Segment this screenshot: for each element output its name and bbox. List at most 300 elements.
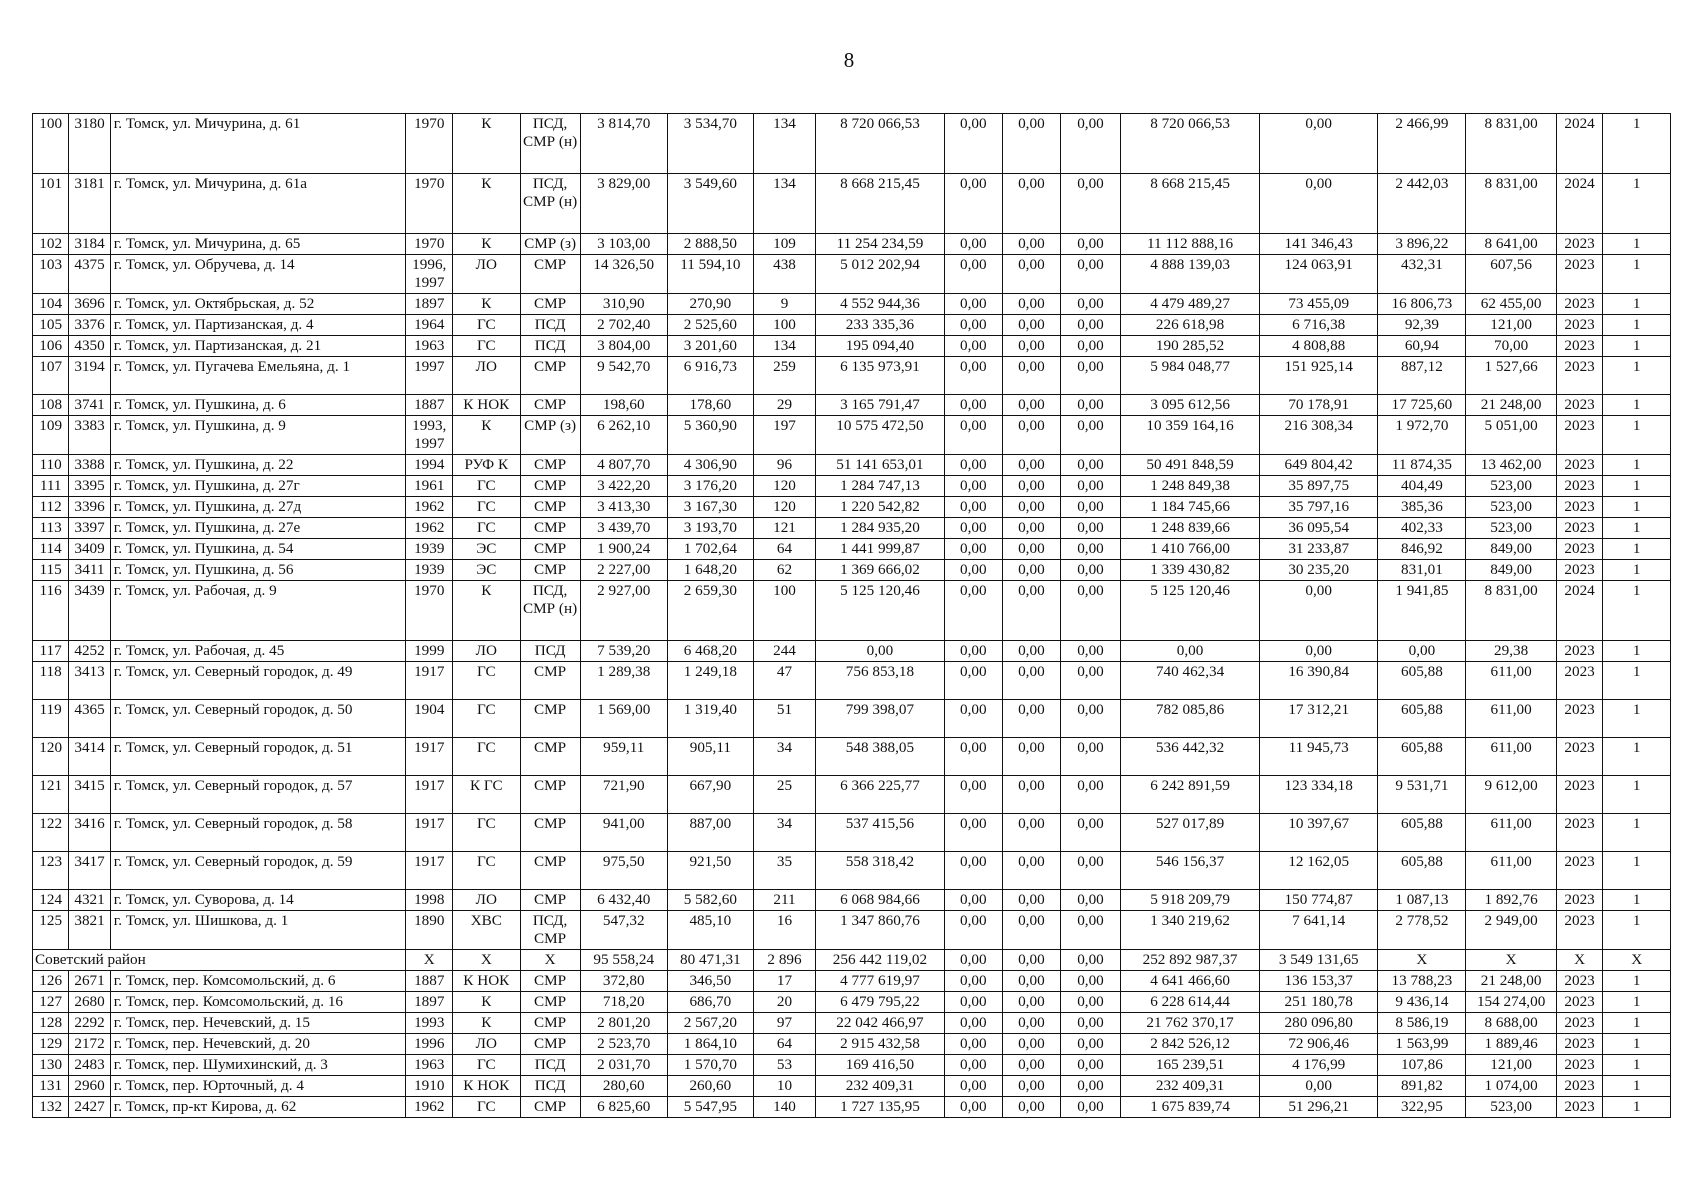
- cell-fund-owners: 5 125 120,46: [1121, 581, 1260, 641]
- cell-house-id: 3376: [69, 315, 110, 336]
- cell-residents: 211: [753, 890, 815, 911]
- cell-house-id: 2483: [69, 1055, 110, 1076]
- cell-fund-municipal: 0,00: [1060, 497, 1120, 518]
- cell-stage: 1: [1603, 911, 1671, 950]
- cell-fund-municipal: 0,00: [1060, 852, 1120, 890]
- cell-completion-year: 2023: [1556, 738, 1603, 776]
- cell-fund-other: 6 716,38: [1260, 315, 1378, 336]
- cell-completion-year: 2023: [1556, 1034, 1603, 1055]
- cell-fund-regional: 0,00: [1002, 234, 1060, 255]
- cell-total-cost: 1 727 135,95: [816, 1097, 945, 1118]
- cell-fund-other: 3 549 131,65: [1260, 950, 1378, 971]
- cell-total-area: 14 326,50: [580, 255, 667, 294]
- cell-fund-owners: 252 892 987,37: [1121, 950, 1260, 971]
- cell-fund-municipal: 0,00: [1060, 455, 1120, 476]
- cell-row-number: 111: [33, 476, 69, 497]
- cell-fund-municipal: 0,00: [1060, 255, 1120, 294]
- cell-row-number: 130: [33, 1055, 69, 1076]
- cell-unit-cost: 891,82: [1378, 1076, 1466, 1097]
- cell-row-number: 131: [33, 1076, 69, 1097]
- cell-fund-owners: 232 409,31: [1121, 1076, 1260, 1097]
- cell-build-year: 1890: [406, 911, 453, 950]
- cell-row-number: 116: [33, 581, 69, 641]
- cell-living-area: 80 471,31: [667, 950, 753, 971]
- cell-fund-federal: 0,00: [944, 738, 1002, 776]
- cell-work-type: СМР: [520, 1013, 580, 1034]
- cell-house-id: 3416: [69, 814, 110, 852]
- cell-build-year: 1993: [406, 1013, 453, 1034]
- cell-max-unit-cost: 611,00: [1466, 662, 1556, 700]
- cell-completion-year: 2023: [1556, 357, 1603, 395]
- cell-build-year: 1917: [406, 776, 453, 814]
- cell-fund-regional: 0,00: [1002, 776, 1060, 814]
- cell-address: г. Томск, ул. Пушкина, д. 27г: [110, 476, 406, 497]
- cell-category: К: [453, 416, 520, 455]
- cell-category: ЭС: [453, 539, 520, 560]
- cell-work-type: СМР: [520, 294, 580, 315]
- cell-fund-municipal: 0,00: [1060, 476, 1120, 497]
- cell-build-year: 1962: [406, 497, 453, 518]
- cell-house-id: 3383: [69, 416, 110, 455]
- cell-living-area: 667,90: [667, 776, 753, 814]
- cell-work-type: СМР: [520, 971, 580, 992]
- cell-living-area: 1 864,10: [667, 1034, 753, 1055]
- cell-row-number: 119: [33, 700, 69, 738]
- table-row: [33, 357, 1671, 395]
- cell-completion-year: 2023: [1556, 662, 1603, 700]
- cell-fund-regional: 0,00: [1002, 476, 1060, 497]
- cell-fund-other: 0,00: [1260, 641, 1378, 662]
- cell-fund-municipal: 0,00: [1060, 776, 1120, 814]
- cell-build-year: 1939: [406, 560, 453, 581]
- cell-row-number: 108: [33, 395, 69, 416]
- cell-fund-federal: 0,00: [944, 114, 1002, 174]
- cell-category: ГС: [453, 700, 520, 738]
- cell-fund-other: 10 397,67: [1260, 814, 1378, 852]
- cell-residents: 134: [753, 336, 815, 357]
- cell-max-unit-cost: 1 527,66: [1466, 357, 1556, 395]
- table-row: [33, 971, 1671, 992]
- cell-fund-owners: 165 239,51: [1121, 1055, 1260, 1076]
- cell-completion-year: 2023: [1556, 395, 1603, 416]
- cell-unit-cost: 9 531,71: [1378, 776, 1466, 814]
- cell-build-year: 1999: [406, 641, 453, 662]
- cell-stage: 1: [1603, 641, 1671, 662]
- cell-fund-municipal: 0,00: [1060, 971, 1120, 992]
- cell-stage: Х: [1603, 950, 1671, 971]
- cell-living-area: 3 549,60: [667, 174, 753, 234]
- cell-fund-owners: 1 340 219,62: [1121, 911, 1260, 950]
- cell-build-year: 1917: [406, 738, 453, 776]
- cell-total-area: 718,20: [580, 992, 667, 1013]
- cell-total-cost: 22 042 466,97: [816, 1013, 945, 1034]
- cell-fund-regional: 0,00: [1002, 336, 1060, 357]
- cell-category: ЛО: [453, 641, 520, 662]
- cell-house-id: 3741: [69, 395, 110, 416]
- cell-total-area: 372,80: [580, 971, 667, 992]
- cell-unit-cost: 846,92: [1378, 539, 1466, 560]
- cell-work-type: СМР: [520, 357, 580, 395]
- cell-house-id: 3181: [69, 174, 110, 234]
- cell-unit-cost: 3 896,22: [1378, 234, 1466, 255]
- cell-completion-year: 2023: [1556, 1097, 1603, 1118]
- cell-total-cost: 6 135 973,91: [816, 357, 945, 395]
- cell-fund-regional: 0,00: [1002, 315, 1060, 336]
- cell-residents: 35: [753, 852, 815, 890]
- cell-address: г. Томск, ул. Мичурина, д. 61а: [110, 174, 406, 234]
- cell-work-type: СМР: [520, 738, 580, 776]
- cell-unit-cost: 2 466,99: [1378, 114, 1466, 174]
- cell-total-cost: 5 125 120,46: [816, 581, 945, 641]
- cell-address: г. Томск, ул. Партизанская, д. 21: [110, 336, 406, 357]
- cell-unit-cost: 605,88: [1378, 662, 1466, 700]
- cell-residents: 53: [753, 1055, 815, 1076]
- cell-address: г. Томск, пер. Комсомольский, д. 16: [110, 992, 406, 1013]
- table-row: [33, 992, 1671, 1013]
- cell-living-area: 1 319,40: [667, 700, 753, 738]
- cell-row-number: 105: [33, 315, 69, 336]
- cell-total-cost: 1 220 542,82: [816, 497, 945, 518]
- cell-work-type: ПСД: [520, 315, 580, 336]
- cell-total-area: 1 900,24: [580, 539, 667, 560]
- cell-residents: 20: [753, 992, 815, 1013]
- cell-address: г. Томск, ул. Октябрьская, д. 52: [110, 294, 406, 315]
- cell-max-unit-cost: 849,00: [1466, 560, 1556, 581]
- cell-category: ГС: [453, 1097, 520, 1118]
- cell-build-year: 1970: [406, 174, 453, 234]
- cell-total-area: 959,11: [580, 738, 667, 776]
- cell-unit-cost: 13 788,23: [1378, 971, 1466, 992]
- cell-total-area: 3 829,00: [580, 174, 667, 234]
- cell-max-unit-cost: 29,38: [1466, 641, 1556, 662]
- cell-build-year: 1897: [406, 992, 453, 1013]
- cell-fund-other: 70 178,91: [1260, 395, 1378, 416]
- cell-row-number: 115: [33, 560, 69, 581]
- cell-house-id: 3395: [69, 476, 110, 497]
- cell-max-unit-cost: 611,00: [1466, 814, 1556, 852]
- cell-fund-municipal: 0,00: [1060, 700, 1120, 738]
- cell-completion-year: 2023: [1556, 1055, 1603, 1076]
- cell-category: К: [453, 581, 520, 641]
- cell-fund-municipal: 0,00: [1060, 1055, 1120, 1076]
- cell-fund-federal: 0,00: [944, 1034, 1002, 1055]
- cell-unit-cost: 887,12: [1378, 357, 1466, 395]
- cell-fund-municipal: 0,00: [1060, 992, 1120, 1013]
- cell-house-id: 2292: [69, 1013, 110, 1034]
- cell-address: г. Томск, пер. Шумихинский, д. 3: [110, 1055, 406, 1076]
- cell-fund-municipal: 0,00: [1060, 581, 1120, 641]
- cell-living-area: 270,90: [667, 294, 753, 315]
- cell-fund-regional: 0,00: [1002, 518, 1060, 539]
- cell-stage: 1: [1603, 455, 1671, 476]
- cell-unit-cost: 605,88: [1378, 738, 1466, 776]
- cell-fund-owners: 50 491 848,59: [1121, 455, 1260, 476]
- cell-max-unit-cost: 523,00: [1466, 497, 1556, 518]
- cell-stage: 1: [1603, 395, 1671, 416]
- cell-total-area: 2 031,70: [580, 1055, 667, 1076]
- cell-max-unit-cost: 8 831,00: [1466, 174, 1556, 234]
- cell-unit-cost: 8 586,19: [1378, 1013, 1466, 1034]
- cell-total-cost: 11 254 234,59: [816, 234, 945, 255]
- cell-fund-other: 150 774,87: [1260, 890, 1378, 911]
- cell-house-id: 2680: [69, 992, 110, 1013]
- cell-total-cost: 4 552 944,36: [816, 294, 945, 315]
- cell-fund-federal: 0,00: [944, 336, 1002, 357]
- cell-build-year: 1996: [406, 1034, 453, 1055]
- cell-total-area: 95 558,24: [580, 950, 667, 971]
- cell-build-year: 1996, 1997: [406, 255, 453, 294]
- cell-fund-other: 251 180,78: [1260, 992, 1378, 1013]
- cell-fund-municipal: 0,00: [1060, 814, 1120, 852]
- cell-fund-federal: 0,00: [944, 315, 1002, 336]
- cell-fund-municipal: 0,00: [1060, 890, 1120, 911]
- cell-living-area: 3 176,20: [667, 476, 753, 497]
- cell-house-id: 3194: [69, 357, 110, 395]
- cell-total-area: 975,50: [580, 852, 667, 890]
- cell-fund-owners: 4 479 489,27: [1121, 294, 1260, 315]
- cell-completion-year: 2023: [1556, 852, 1603, 890]
- table-row: [33, 174, 1671, 234]
- cell-total-area: 6 432,40: [580, 890, 667, 911]
- cell-build-year: 1993, 1997: [406, 416, 453, 455]
- cell-house-id: 4375: [69, 255, 110, 294]
- cell-completion-year: 2023: [1556, 971, 1603, 992]
- cell-house-id: 3414: [69, 738, 110, 776]
- cell-house-id: 3396: [69, 497, 110, 518]
- cell-fund-owners: 527 017,89: [1121, 814, 1260, 852]
- cell-category: ГС: [453, 518, 520, 539]
- cell-completion-year: 2023: [1556, 992, 1603, 1013]
- table-row: [33, 497, 1671, 518]
- cell-fund-regional: 0,00: [1002, 416, 1060, 455]
- cell-max-unit-cost: 8 831,00: [1466, 114, 1556, 174]
- cell-house-id: 3417: [69, 852, 110, 890]
- cell-fund-other: 124 063,91: [1260, 255, 1378, 294]
- cell-work-type: СМР: [520, 560, 580, 581]
- cell-total-cost: 51 141 653,01: [816, 455, 945, 476]
- cell-total-cost: 548 388,05: [816, 738, 945, 776]
- cell-row-number: 110: [33, 455, 69, 476]
- table-row: [33, 1076, 1671, 1097]
- cell-house-id: 2427: [69, 1097, 110, 1118]
- cell-fund-other: 0,00: [1260, 174, 1378, 234]
- cell-total-area: 3 804,00: [580, 336, 667, 357]
- cell-address: г. Томск, ул. Пушкина, д. 9: [110, 416, 406, 455]
- cell-residents: 62: [753, 560, 815, 581]
- cell-residents: 134: [753, 174, 815, 234]
- cell-fund-municipal: 0,00: [1060, 1034, 1120, 1055]
- cell-completion-year: 2023: [1556, 476, 1603, 497]
- cell-living-area: 5 582,60: [667, 890, 753, 911]
- cell-fund-owners: 782 085,86: [1121, 700, 1260, 738]
- cell-fund-municipal: 0,00: [1060, 395, 1120, 416]
- cell-max-unit-cost: 121,00: [1466, 315, 1556, 336]
- cell-stage: 1: [1603, 315, 1671, 336]
- cell-fund-owners: 536 442,32: [1121, 738, 1260, 776]
- cell-total-cost: 5 012 202,94: [816, 255, 945, 294]
- cell-max-unit-cost: 121,00: [1466, 1055, 1556, 1076]
- cell-stage: 1: [1603, 294, 1671, 315]
- cell-fund-federal: 0,00: [944, 814, 1002, 852]
- cell-work-type: ПСД: [520, 336, 580, 357]
- cell-completion-year: 2024: [1556, 581, 1603, 641]
- cell-address: г. Томск, ул. Рабочая, д. 9: [110, 581, 406, 641]
- cell-work-type: Х: [520, 950, 580, 971]
- cell-completion-year: 2023: [1556, 560, 1603, 581]
- cell-house-id: 4350: [69, 336, 110, 357]
- cell-fund-regional: 0,00: [1002, 814, 1060, 852]
- cell-max-unit-cost: 607,56: [1466, 255, 1556, 294]
- table-row: [33, 700, 1671, 738]
- cell-work-type: СМР: [520, 497, 580, 518]
- cell-total-area: 547,32: [580, 911, 667, 950]
- cell-work-type: СМР: [520, 1034, 580, 1055]
- cell-fund-municipal: 0,00: [1060, 174, 1120, 234]
- cell-stage: 1: [1603, 776, 1671, 814]
- table-row: [33, 662, 1671, 700]
- cell-fund-municipal: 0,00: [1060, 662, 1120, 700]
- cell-living-area: 1 702,64: [667, 539, 753, 560]
- cell-total-area: 1 569,00: [580, 700, 667, 738]
- cell-fund-owners: 8 720 066,53: [1121, 114, 1260, 174]
- cell-house-id: 3180: [69, 114, 110, 174]
- cell-build-year: 1939: [406, 539, 453, 560]
- cell-row-number: 122: [33, 814, 69, 852]
- cell-max-unit-cost: 2 949,00: [1466, 911, 1556, 950]
- cell-fund-owners: 190 285,52: [1121, 336, 1260, 357]
- cell-fund-municipal: 0,00: [1060, 1097, 1120, 1118]
- cell-total-cost: 1 369 666,02: [816, 560, 945, 581]
- cell-total-area: 3 103,00: [580, 234, 667, 255]
- cell-stage: 1: [1603, 662, 1671, 700]
- cell-address: г. Томск, ул. Пушкина, д. 6: [110, 395, 406, 416]
- cell-unit-cost: 404,49: [1378, 476, 1466, 497]
- cell-work-type: СМР (з): [520, 234, 580, 255]
- cell-completion-year: 2023: [1556, 1076, 1603, 1097]
- cell-completion-year: 2023: [1556, 294, 1603, 315]
- cell-living-area: 260,60: [667, 1076, 753, 1097]
- cell-living-area: 178,60: [667, 395, 753, 416]
- cell-living-area: 905,11: [667, 738, 753, 776]
- table-row: [33, 315, 1671, 336]
- cell-stage: 1: [1603, 581, 1671, 641]
- cell-stage: 1: [1603, 1097, 1671, 1118]
- cell-fund-other: 35 897,75: [1260, 476, 1378, 497]
- cell-address: г. Томск, ул. Северный городок, д. 57: [110, 776, 406, 814]
- cell-unit-cost: 385,36: [1378, 497, 1466, 518]
- cell-fund-owners: 1 248 849,38: [1121, 476, 1260, 497]
- cell-fund-municipal: 0,00: [1060, 294, 1120, 315]
- cell-fund-owners: 4 888 139,03: [1121, 255, 1260, 294]
- cell-build-year: 1910: [406, 1076, 453, 1097]
- cell-fund-other: 35 797,16: [1260, 497, 1378, 518]
- cell-work-type: СМР: [520, 455, 580, 476]
- cell-fund-regional: 0,00: [1002, 294, 1060, 315]
- cell-unit-cost: 107,86: [1378, 1055, 1466, 1076]
- cell-build-year: 1917: [406, 852, 453, 890]
- cell-living-area: 921,50: [667, 852, 753, 890]
- cell-living-area: 5 360,90: [667, 416, 753, 455]
- cell-build-year: 1994: [406, 455, 453, 476]
- cell-fund-regional: 0,00: [1002, 395, 1060, 416]
- cell-fund-other: 73 455,09: [1260, 294, 1378, 315]
- cell-address: г. Томск, ул. Мичурина, д. 65: [110, 234, 406, 255]
- cell-build-year: 1963: [406, 1055, 453, 1076]
- cell-fund-federal: 0,00: [944, 497, 1002, 518]
- cell-build-year: 1887: [406, 395, 453, 416]
- cell-address: г. Томск, пер. Нечевский, д. 20: [110, 1034, 406, 1055]
- table-row: [33, 738, 1671, 776]
- cell-category: ХВС: [453, 911, 520, 950]
- cell-total-area: 3 439,70: [580, 518, 667, 539]
- cell-fund-municipal: 0,00: [1060, 738, 1120, 776]
- cell-row-number: 118: [33, 662, 69, 700]
- cell-build-year: 1887: [406, 971, 453, 992]
- cell-max-unit-cost: 523,00: [1466, 1097, 1556, 1118]
- cell-work-type: СМР: [520, 255, 580, 294]
- table-row: [33, 114, 1671, 174]
- cell-build-year: 1970: [406, 114, 453, 174]
- cell-fund-regional: 0,00: [1002, 641, 1060, 662]
- table-row: [33, 641, 1671, 662]
- cell-address: г. Томск, ул. Пугачева Емельяна, д. 1: [110, 357, 406, 395]
- cell-fund-regional: 0,00: [1002, 971, 1060, 992]
- cell-fund-federal: 0,00: [944, 1076, 1002, 1097]
- cell-living-area: 485,10: [667, 911, 753, 950]
- cell-max-unit-cost: 62 455,00: [1466, 294, 1556, 315]
- cell-address: г. Томск, ул. Мичурина, д. 61: [110, 114, 406, 174]
- cell-fund-municipal: 0,00: [1060, 539, 1120, 560]
- cell-build-year: 1997: [406, 357, 453, 395]
- cell-total-area: 198,60: [580, 395, 667, 416]
- cell-fund-regional: 0,00: [1002, 1013, 1060, 1034]
- cell-residents: 140: [753, 1097, 815, 1118]
- table-row: [33, 294, 1671, 315]
- cell-address: г. Томск, ул. Рабочая, д. 45: [110, 641, 406, 662]
- cell-category: ГС: [453, 852, 520, 890]
- cell-build-year: 1904: [406, 700, 453, 738]
- cell-stage: 1: [1603, 890, 1671, 911]
- cell-living-area: 3 534,70: [667, 114, 753, 174]
- cell-total-area: 6 262,10: [580, 416, 667, 455]
- page-number: 8: [843, 48, 855, 72]
- cell-stage: 1: [1603, 174, 1671, 234]
- cell-fund-other: 0,00: [1260, 581, 1378, 641]
- cell-max-unit-cost: 21 248,00: [1466, 971, 1556, 992]
- cell-stage: 1: [1603, 234, 1671, 255]
- cell-unit-cost: 9 436,14: [1378, 992, 1466, 1013]
- cell-fund-federal: 0,00: [944, 539, 1002, 560]
- cell-fund-regional: 0,00: [1002, 950, 1060, 971]
- cell-fund-owners: 226 618,98: [1121, 315, 1260, 336]
- cell-house-id: 4252: [69, 641, 110, 662]
- cell-completion-year: 2023: [1556, 518, 1603, 539]
- cell-row-number: 103: [33, 255, 69, 294]
- cell-house-id: 3388: [69, 455, 110, 476]
- cell-total-cost: 232 409,31: [816, 1076, 945, 1097]
- cell-fund-other: 30 235,20: [1260, 560, 1378, 581]
- cell-work-type: СМР: [520, 539, 580, 560]
- cell-work-type: ПСД: [520, 1076, 580, 1097]
- cell-address: г. Томск, ул. Северный городок, д. 49: [110, 662, 406, 700]
- cell-max-unit-cost: 523,00: [1466, 518, 1556, 539]
- cell-fund-regional: 0,00: [1002, 662, 1060, 700]
- cell-unit-cost: 831,01: [1378, 560, 1466, 581]
- cell-row-number: 120: [33, 738, 69, 776]
- cell-total-cost: 256 442 119,02: [816, 950, 945, 971]
- cell-max-unit-cost: 1 889,46: [1466, 1034, 1556, 1055]
- cell-stage: 1: [1603, 992, 1671, 1013]
